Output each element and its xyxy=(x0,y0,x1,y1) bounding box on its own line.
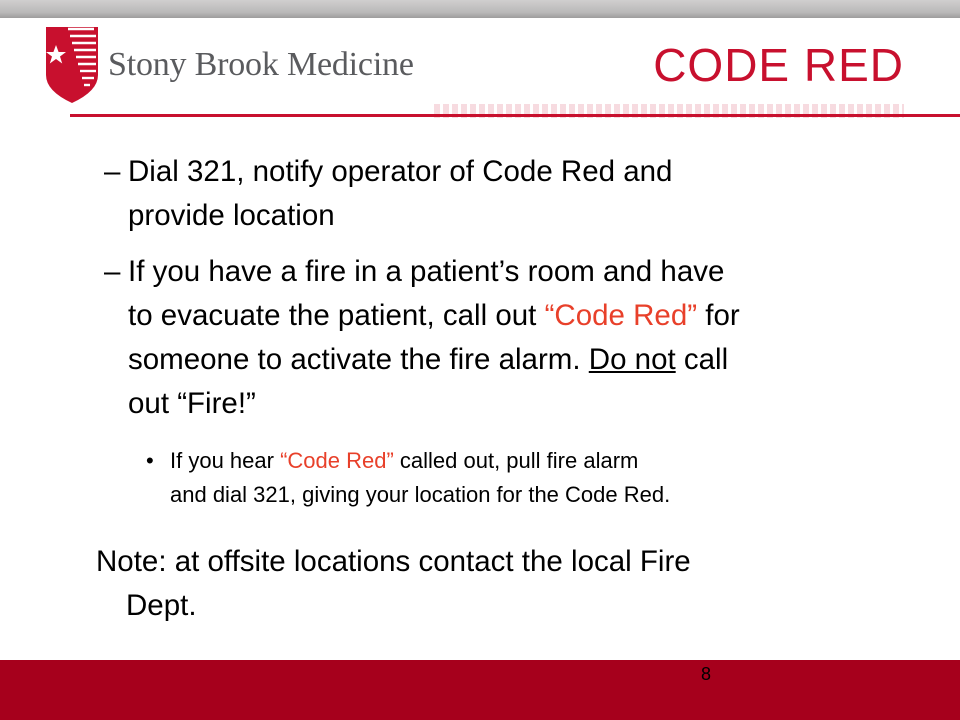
footer-bar xyxy=(0,660,960,720)
page-number: 8 xyxy=(700,664,711,684)
dot-bullet: • xyxy=(146,448,154,473)
bullet-item-1-text xyxy=(128,150,904,238)
item1-line2: provide location xyxy=(128,199,335,232)
subitem-line1-b: called out, pull fire alarm xyxy=(393,448,639,473)
subitem-line1 xyxy=(170,444,906,478)
dash-bullet: – xyxy=(104,255,121,288)
item1-line1: Dial 321, notify operator of Code Red and xyxy=(128,155,673,188)
note-line2: Dept. xyxy=(126,589,197,622)
item2-line3-a: someone to activate the fire alarm. xyxy=(128,343,589,376)
note-line1: Note: at offsite locations contact the local Fire xyxy=(96,545,691,578)
do-not-underlined: Do not xyxy=(588,343,676,376)
note-paragraph xyxy=(96,540,896,628)
subitem-line2: and dial 321, giving your location for the Code Red. xyxy=(170,482,671,507)
item2-line2-a: to evacuate the patient, call out xyxy=(128,299,545,332)
item2-line2 xyxy=(128,294,904,338)
bullet-item-2-text xyxy=(128,250,904,426)
item2-line1: If you have a fire in a patient’s room and have xyxy=(128,255,725,288)
code-red-quote: “Code Red” xyxy=(280,448,394,473)
dash-bullet: – xyxy=(104,155,121,188)
item2-line3 xyxy=(128,338,904,382)
code-red-quote: “Code Red” xyxy=(544,299,698,332)
logo-brand: Stony Brook Medicine xyxy=(108,46,414,83)
item2-line2-b: for xyxy=(697,299,740,332)
sub-bullet-text xyxy=(170,444,906,512)
slide-title: CODE RED xyxy=(653,39,904,91)
item2-line3-b: call xyxy=(675,343,729,376)
item2-line4: out “Fire!” xyxy=(128,387,256,420)
subitem-line1-a: If you hear xyxy=(170,448,281,473)
